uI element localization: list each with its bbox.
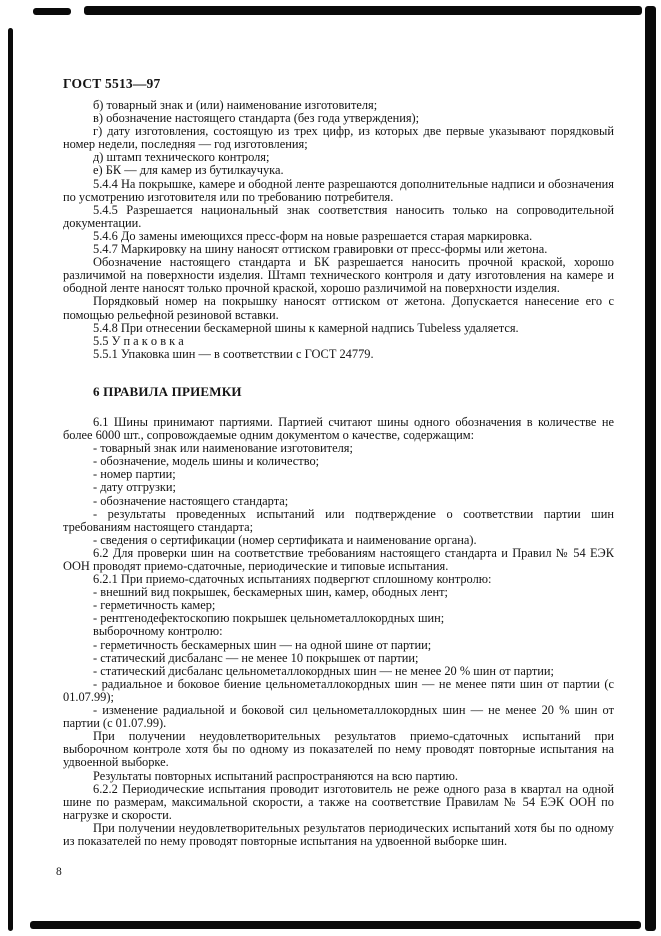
- paragraph: 6.2 Для проверки шин на соответствие требованиям настоящего стандарта и Правил № 54 ЕЭК ООН проводят приемо-сдаточные, периодические и типовые испытания.: [63, 545, 614, 573]
- paragraph: При получении неудовлетворительных результатов приемо-сдаточных испытаний при выборочном контроле хотя бы по одному из показателей по нему проводят повторные испытания на удвоенной выборке.: [63, 729, 614, 770]
- paragraph: 5.4.6 До замены имеющихся пресс-форм на новые разрешается старая маркировка.: [93, 228, 533, 243]
- paragraph: е) БК — для камер из бутилкаучука.: [93, 163, 284, 178]
- paragraph: - товарный знак или наименование изготовителя;: [93, 441, 353, 456]
- paragraph: - результаты проведенных испытаний или подтверждение о соответствии партии шин требованиям настоящего стандарта;: [63, 506, 614, 534]
- scan-border-top-left: [33, 8, 71, 15]
- document-title: ГОСТ 5513—97: [63, 76, 161, 91]
- paragraph: 6.2.2 Периодические испытания проводит изготовитель не реже одного раза в квартал на одной шине по размерам, максимальной скорости, а также на соответствие Правилам № 54 ЕЭК ООН по нагрузке и скорости.: [63, 781, 614, 822]
- paragraph: - статический дисбаланс — не менее 10 покрышек от партии;: [93, 650, 419, 665]
- paragraph: 5.5 У п а к о в к а: [93, 333, 184, 348]
- paragraph: - статический дисбаланс цельнометаллокордных шин — не менее 20 % шин от партии;: [93, 663, 554, 678]
- scan-border-right: [645, 6, 656, 931]
- paragraph: - изменение радиальной и боковой сил цельнометаллокордных шин — не менее 20 % шин от партии (с 01.07.99).: [63, 703, 614, 731]
- paragraph: - сведения о сертификации (номер сертификата и наименование органа).: [93, 532, 477, 547]
- paragraph: 5.4.8 При отнесении бескамерной шины к камерной надпись Tubeless удаляется.: [93, 320, 519, 335]
- scan-border-left: [8, 28, 13, 931]
- paragraph: б) товарный знак и (или) наименование изготовителя;: [93, 98, 378, 112]
- paragraph: Результаты повторных испытаний распространяются на всю партию.: [93, 768, 459, 783]
- paragraph: - герметичность бескамерных шин — на одной шине от партии;: [93, 637, 432, 652]
- paragraph: - номер партии;: [93, 467, 176, 482]
- paragraph: 5.4.7 Маркировку на шину наносят оттиском гравировки от пресс-формы или жетона.: [93, 242, 548, 257]
- scan-border-top: [84, 6, 642, 15]
- paragraph: Порядковый номер на покрышку наносят оттиском от жетона. Допускается нанесение его с помощью рельефной резиновой вставки.: [63, 294, 614, 322]
- section-heading: 6 ПРАВИЛА ПРИЕМКИ: [93, 383, 242, 399]
- paragraph: 6.2.1 При приемо-сдаточных испытаниях подвергют сплошному контролю:: [93, 572, 492, 587]
- document-body: [63, 99, 614, 848]
- paragraph: 5.5.1 Упаковка шин — в соответствии с ГОСТ 24779.: [93, 346, 374, 361]
- scan-border-bottom: [30, 921, 641, 929]
- paragraph: 5.4.4 На покрышке, камере и ободной ленте разрешаются дополнительные надписи и обозначения по усмотрению изготовителя или по требованию потребителя.: [63, 176, 614, 204]
- paragraph: - герметичность камер;: [93, 598, 216, 613]
- paragraph: - обозначение настоящего стандарта;: [93, 493, 289, 508]
- paragraph: Обозначение настоящего стандарта и БК разрешается наносить прочной краской, хорошо различимой на поверхности изделия. Штамп технического контроля и дату изготовления на камере и ободной ленте наносят только прочной краской, хорошо различимой на поверхности изделия.: [63, 255, 614, 296]
- paragraph: - рентгенодефектоскопию покрышек цельнометаллокордных шин;: [93, 611, 445, 626]
- paragraph: - внешний вид покрышек, бескамерных шин, камер, ободных лент;: [93, 585, 448, 600]
- paragraph: д) штамп технического контроля;: [93, 150, 270, 165]
- paragraph: в) обозначение настоящего стандарта (без года утверждения);: [93, 111, 420, 126]
- paragraph: - дату отгрузки;: [93, 480, 176, 495]
- paragraph: При получении неудовлетворительных результатов периодических испытаний хотя бы по одному из показателей по нему проводят повторные испытания на удвоенной выборке шин.: [63, 820, 614, 848]
- paragraph: - обозначение, модель шины и количество;: [93, 454, 320, 469]
- paragraph: - радиальное и боковое биение цельнометаллокордных шин — не менее пяти шин от партии (с 01.07.99);: [63, 676, 614, 704]
- paragraph: выборочному контролю:: [93, 624, 223, 639]
- paragraph: 5.4.5 Разрешается национальный знак соответствия наносить только на сопроводительной документации.: [63, 202, 614, 230]
- paragraph: 6.1 Шины принимают партиями. Партией считают шины одного обозначения в количестве не более 6000 шт., сопровождаемые одним документом о качестве, содержащим:: [63, 414, 614, 443]
- page-number: 8: [56, 866, 62, 878]
- paragraph: г) дату изготовления, состоящую из трех цифр, из которых две первые указывают порядковый номер недели, последняя — год изготовления;: [63, 124, 614, 152]
